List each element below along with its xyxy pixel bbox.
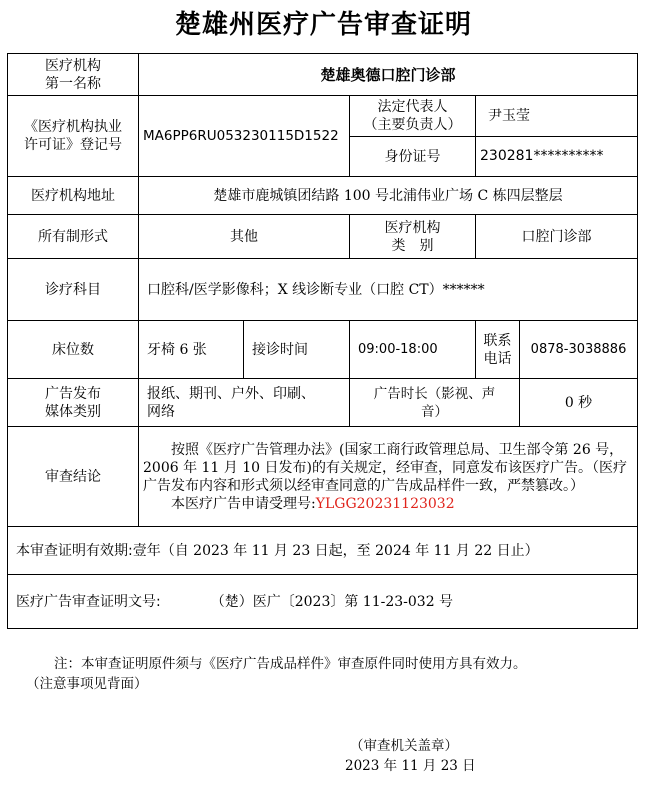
label-validity: 本审查证明有效期:壹年 bbox=[16, 542, 161, 559]
label-institution-name: 医疗机构 第一名称 bbox=[8, 54, 139, 96]
row-name bbox=[8, 54, 638, 96]
value-institution-name: 楚雄奥德口腔门诊部 bbox=[139, 54, 638, 96]
note bbox=[26, 654, 626, 694]
label-beds: 床位数 bbox=[8, 321, 139, 379]
row-license-rep bbox=[8, 96, 638, 137]
page-title: 楚雄州医疗广告审查证明 bbox=[174, 10, 472, 40]
label-address: 医疗机构地址 bbox=[8, 177, 139, 215]
row-address bbox=[8, 177, 638, 215]
value-id-number: 230281********** bbox=[476, 137, 638, 177]
row-departments bbox=[8, 259, 638, 321]
seal-text: （审查机关盖章） bbox=[350, 738, 458, 754]
application-number: YLGG20231123032 bbox=[315, 495, 455, 512]
label-legal-rep: 法定代表人 （主要负责人） bbox=[350, 96, 476, 137]
label-conclusion: 审查结论 bbox=[8, 427, 139, 527]
value-beds: 牙椅 6 张 bbox=[139, 321, 244, 379]
label-duration: 广告时长（影视、声 音） bbox=[350, 379, 520, 427]
issue-date: 2023 年 11 月 23 日 bbox=[345, 758, 476, 774]
row-beds bbox=[8, 321, 638, 379]
label-id-number: 身份证号 bbox=[350, 137, 476, 177]
label-hours: 接诊时间 bbox=[244, 321, 350, 379]
value-category: 口腔门诊部 bbox=[476, 215, 638, 259]
row-media bbox=[8, 379, 638, 427]
value-duration: 0 秒 bbox=[520, 379, 638, 427]
value-hours: 09:00-18:00 bbox=[350, 321, 476, 379]
value-license: MA6PP6RU053230115D1522 bbox=[139, 96, 350, 177]
note-line-2: （注意事项见背面） bbox=[26, 676, 148, 692]
certificate-table bbox=[7, 53, 638, 629]
application-label: 本医疗广告申请受理号: bbox=[171, 495, 316, 512]
value-address: 楚雄市鹿城镇团结路 100 号北浦伟业广场 C 栋四层整层 bbox=[139, 177, 638, 215]
doc-number-cell bbox=[8, 575, 638, 629]
value-media: 报纸、期刊、户外、印刷、 网络 bbox=[139, 379, 350, 427]
value-legal-rep: 尹玉莹 bbox=[476, 96, 638, 137]
value-validity-period: （自 2023 年 11 月 23 日起，至 2024 年 11 月 22 日止） bbox=[160, 542, 539, 559]
note-line-1: 注：本审查证明原件须与《医疗广告成品样件》审查原件同时使用方具有效力。 bbox=[54, 656, 527, 672]
label-departments: 诊疗科目 bbox=[8, 259, 139, 321]
label-ownership: 所有制形式 bbox=[8, 215, 139, 259]
row-conclusion bbox=[8, 427, 638, 527]
row-ownership bbox=[8, 215, 638, 259]
value-departments: 口腔科/医学影像科；X 线诊断专业（口腔 CT）****** bbox=[139, 259, 638, 321]
row-validity bbox=[8, 527, 638, 575]
label-category: 医疗机构 类 别 bbox=[350, 215, 476, 259]
value-ownership: 其他 bbox=[139, 215, 350, 259]
label-phone: 联系 电话 bbox=[476, 321, 520, 379]
label-media: 广告发布 媒体类别 bbox=[8, 379, 139, 427]
conclusion-cell bbox=[139, 427, 638, 527]
conclusion-text: 按照《医疗广告管理办法》(国家工商行政管理总局、卫生部令第 26 号，2006 年 11 月 10 日发布)的有关规定，经审查，同意发布该医疗广告。（医疗广告发布内容和形式须以经审查同意的广告成品样件一致，严禁篡改。） bbox=[143, 441, 627, 494]
label-license: 《医疗机构执业 许可证》登记号 bbox=[8, 96, 139, 177]
label-doc-number: 医疗广告审查证明文号: bbox=[16, 593, 161, 610]
row-doc-number bbox=[8, 575, 638, 629]
validity-cell bbox=[8, 527, 638, 575]
value-doc-number: （楚）医广〔2023〕第 11-23-032 号 bbox=[210, 593, 454, 610]
value-phone: 0878-3038886 bbox=[520, 321, 638, 379]
